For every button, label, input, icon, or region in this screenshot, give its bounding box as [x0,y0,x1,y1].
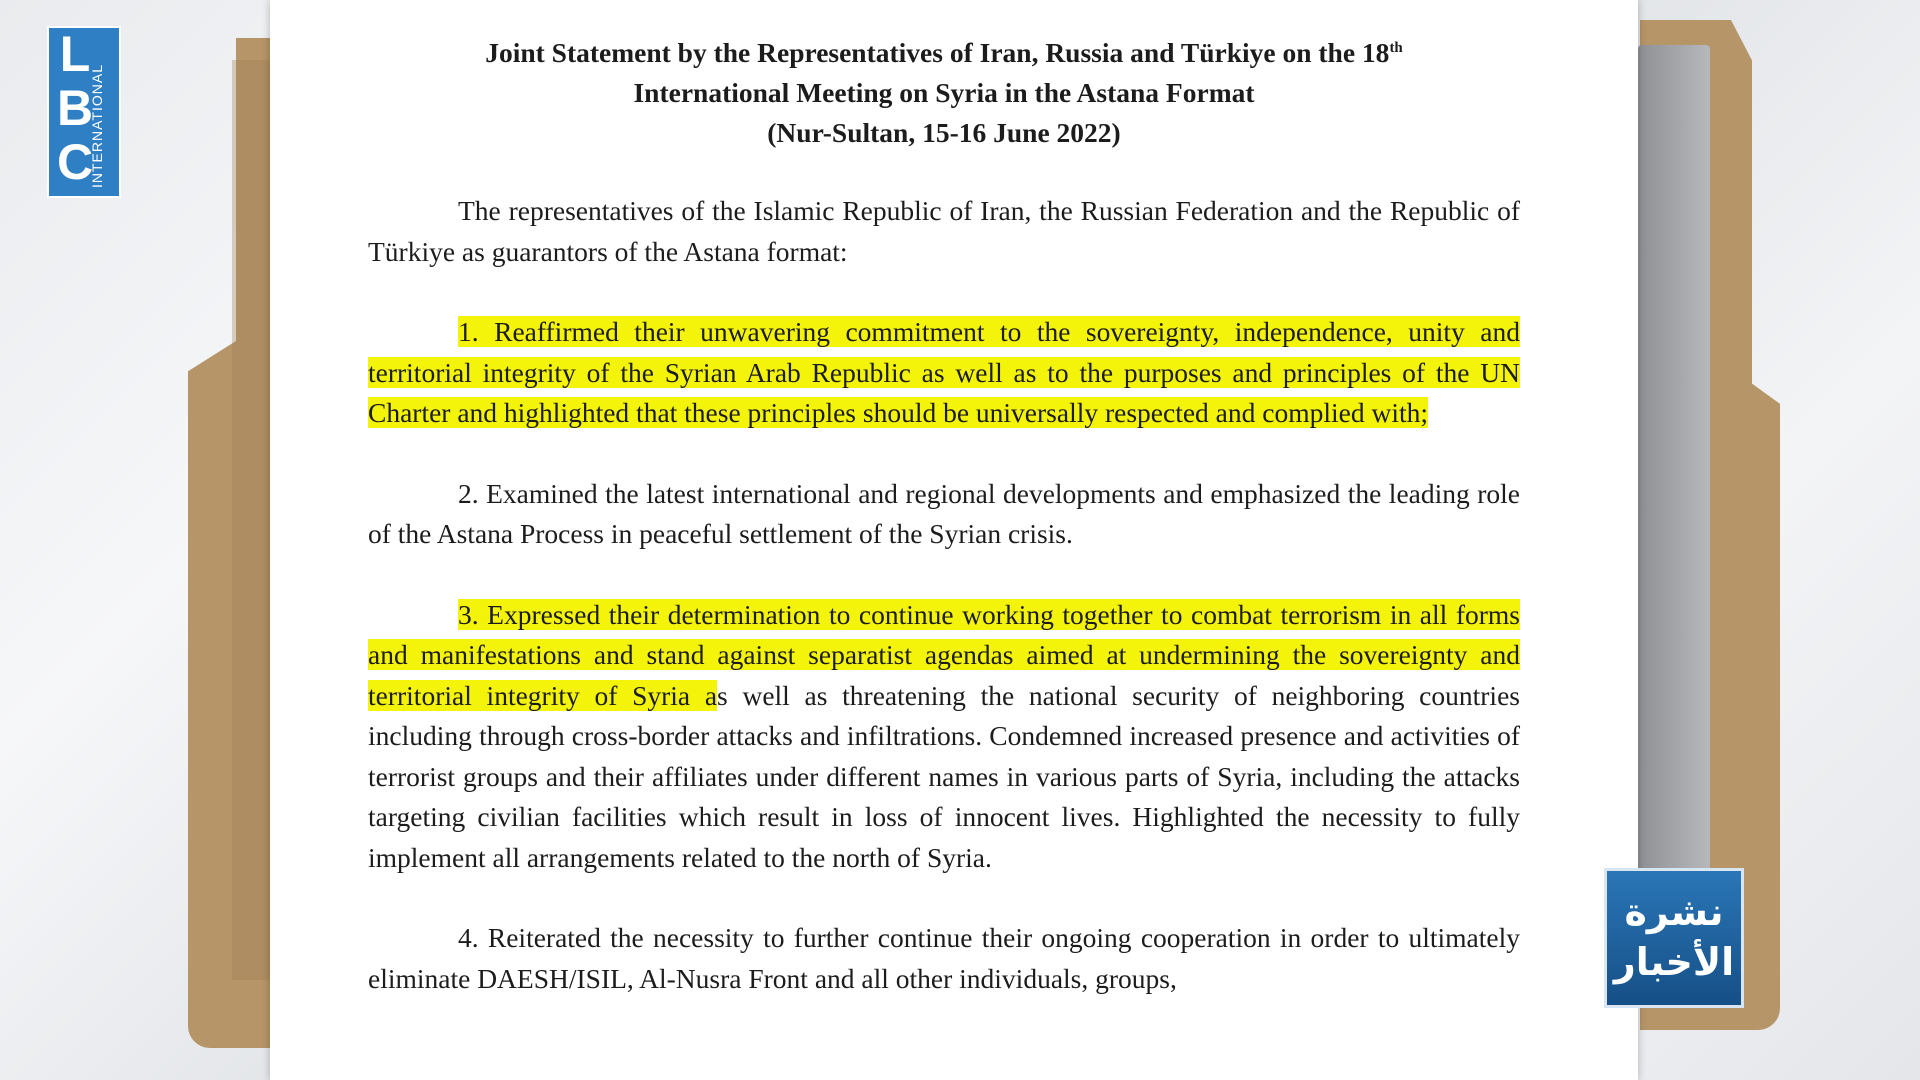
item-3-paragraph [368,595,1520,879]
logo-letter-b: B [56,80,94,136]
intro-paragraph: The representatives of the Islamic Republic of Iran, the Russian Federation and the Republic of Türkiye as guarantors of the Astana format: [368,195,1520,267]
heading-superscript: th [1389,40,1403,56]
item-4-paragraph: 4. Reiterated the necessity to further continue their ongoing cooperation in order to ultimately eliminate DAESH/ISIL, Al-Nusra Front and all other individuals, groups, [368,922,1520,994]
document-page [270,0,1638,1080]
document-body [368,28,1520,999]
heading-line-1: Joint Statement by the Representatives of Iran, Russia and Türkiye on the 18th [485,37,1403,69]
item-1-highlight: 1. Reaffirmed their unwavering commitment to the sovereignty, independence, unity and territorial integrity of the Syrian Arab Republic as well as to the purposes and principles of the UN Charter and highlighted that these principles should be universally respected and complied with; [368,316,1520,429]
heading-line-2: International Meeting on Syria in the Astana Format [633,77,1255,109]
logo-subtitle: INTERNATIONAL [89,64,105,188]
logo-letter-l: L [59,26,91,82]
item-3-highlight: 3. Expressed their determination to continue working together to combat terrorism in all forms and manifestations and stand against separatist agendas aimed at undermining the sovereignty and territorial integrity of Syria a [368,598,1520,711]
item-2-paragraph: 2. Examined the latest international and regional developments and emphasized the leading role of the Astana Process in peaceful settlement of the Syrian crisis. [368,477,1520,550]
document-heading [368,28,1520,153]
lbc-logo [47,26,121,198]
badge-line-1: نشرة [1624,890,1724,934]
logo-letter-c: C [56,134,94,190]
heading-line-3: (Nur-Sultan, 15-16 June 2022) [767,117,1121,149]
item-1-paragraph [368,312,1520,434]
news-bulletin-badge [1604,868,1744,1008]
gray-sheet [1638,45,1710,925]
badge-line-2: الأخبار [1613,940,1735,984]
item-3-rest: s well as threatening the national security of neighboring countries including through cross-border attacks and infiltrations. Condemned increased presence and activities of terrorist groups and their affiliates under different names in various parts of Syria, including the attacks targeting civilian facilities which result in loss of innocent lives. Highlighted the necessity to fully implement all arrangements related to the north of Syria. [368,679,1520,873]
